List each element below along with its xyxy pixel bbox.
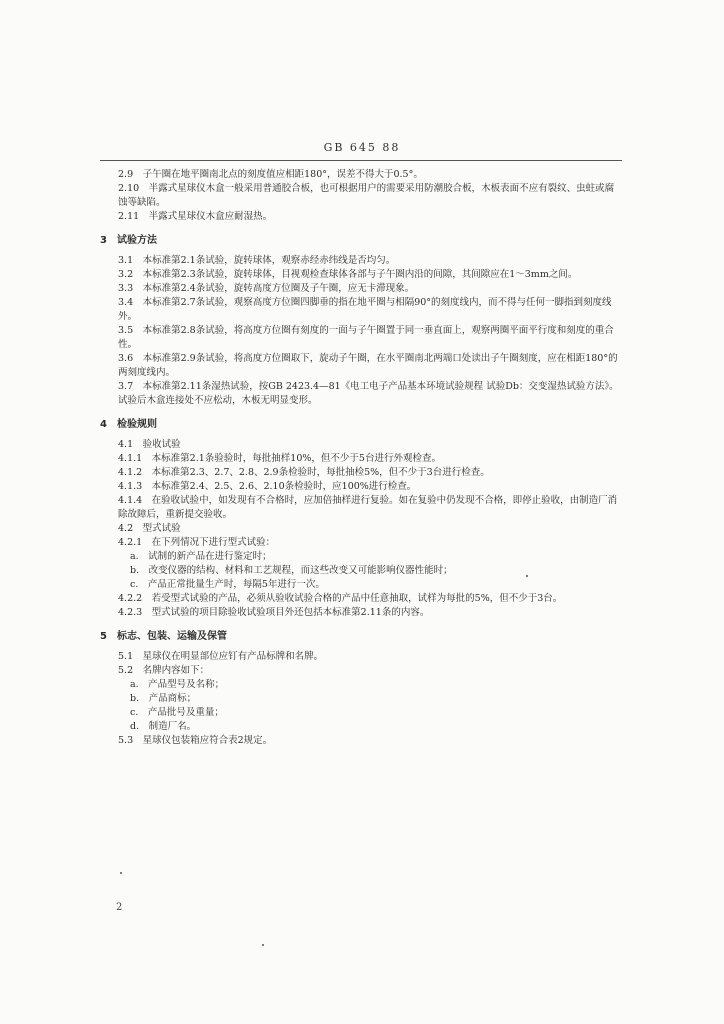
clause-paragraph: 5.2 名牌内容如下：	[118, 665, 210, 676]
clause-paragraph: 3.2 本标准第2.3条试验，旋转球体，目视观检查球体各部与子午圈内沿的间隙，其间隙应在1～3mm之间。	[118, 269, 578, 280]
clause-paragraph: 3.4 本标准第2.7条试验，观察高度方位圈四脚垂的指在地平圈与相隔90°的刻度线内，而不得与任何一脚指到刻度线外。	[118, 297, 612, 322]
clause-paragraph: 4.1.3 本标准第2.4、2.5、2.6、2.10条检验时，应100%进行检查。	[118, 481, 417, 492]
clause-paragraph: 2.10 半露式星球仪木盒一般采用普通胶合板，也可根据用户的需要采用防潮胶合板，木板表面不应有裂纹、虫蛀或腐蚀等缺陷。	[118, 183, 615, 208]
section-heading: 3 试验方法	[100, 235, 157, 246]
clause-paragraph: 3.1 本标准第2.1条试验，旋转球体，观察赤经赤纬线是否均匀。	[118, 255, 396, 266]
clause-paragraph: 4.2.2 若受型式试验的产品，必须从验收试验合格的产品中任意抽取，试样为每批的5%，但不少于3台。	[118, 593, 563, 604]
clause-paragraph: 4.2.3 型式试验的项目除验收试验项目外还包括本标准第2.11条的内容。	[118, 607, 430, 618]
clause-paragraph: 2.11 半露式星球仪木盒应耐湿热。	[118, 211, 273, 222]
clause-paragraph: 2.9 子午圈在地平圈南北点的刻度值应相距180°，误差不得大于0.5°。	[118, 169, 423, 180]
clause-paragraph: 3.6 本标准第2.9条试验，将高度方位圈取下，旋动子午圈，在水平圈南北两端口处读出子午圈刻度，应在相距180°的两刻度线内。	[118, 353, 618, 378]
list-item: b. 产品商标；	[130, 693, 197, 704]
spacer	[100, 408, 622, 418]
clause-paragraph: 4.2 型式试验	[118, 523, 181, 534]
list-item: b. 改变仪器的结构、材料和工艺规程，而这些改变又可能影响仪器性能时；	[130, 565, 453, 576]
clause-paragraph: 4.2.1 在下列情况下进行型式试验：	[118, 537, 276, 548]
spacer	[100, 620, 622, 630]
scan-speck	[120, 872, 122, 874]
header-rule	[100, 160, 622, 161]
list-item: a. 试制的新产品在进行鉴定时；	[130, 551, 272, 562]
page-number: 2	[116, 902, 123, 913]
clause-paragraph: 4.1.2 本标准第2.3、2.7、2.8、2.9条检验时，每批抽检5%，但不少于3台进行检查。	[118, 467, 490, 478]
clause-paragraph: 4.1.1 本标准第2.1条验验时，每批抽样10%，但不少于5台进行外观检查。	[118, 453, 441, 464]
clause-paragraph: 5.3 星球仪包装箱应符合表2规定。	[118, 735, 273, 746]
page-header: GB 645 88	[323, 141, 401, 154]
scan-speck	[262, 944, 264, 946]
list-item: a. 产品型号及名称；	[130, 679, 225, 690]
clause-paragraph: 3.3 本标准第2.4条试验，旋转高度方位圈及子午圈，应无卡滞现象。	[118, 283, 415, 294]
list-item: c. 产品批号及重量；	[130, 707, 224, 718]
document-body	[100, 168, 622, 748]
list-item: c. 产品正常批量生产时，每隔5年进行一次。	[130, 579, 325, 590]
clause-paragraph: 4.1.4 在验收试验中，如发现有不合格时，应加倍抽样进行复验。如在复验中仍发现不合格，即停止验收，由制造厂消除故障后，重新提交验收。	[118, 495, 618, 520]
scan-speck	[526, 575, 528, 577]
clause-paragraph: 5.1 星球仪在明显部位应钉有产品标牌和名牌。	[118, 651, 324, 662]
section-heading: 4 检验规则	[100, 419, 157, 430]
section-heading: 5 标志、包装、运输及保管	[100, 631, 227, 642]
clause-paragraph: 4.1 验收试验	[118, 439, 181, 450]
spacer	[100, 224, 622, 234]
clause-paragraph: 3.5 本标准第2.8条试验，将高度方位圈有刻度的一面与子午圈置于同一垂直面上，观察两圈平面平行度和刻度的重合性。	[118, 325, 614, 350]
list-item: d. 制造厂名。	[130, 721, 197, 732]
clause-paragraph: 3.7 本标准第2.11条湿热试验，按GB 2423.4—81《电工电子产品基本环境试验规程 试验Db：交变湿热试验方法》。试验后木盒连接处不应松动，木板无明显变形。	[118, 381, 619, 406]
